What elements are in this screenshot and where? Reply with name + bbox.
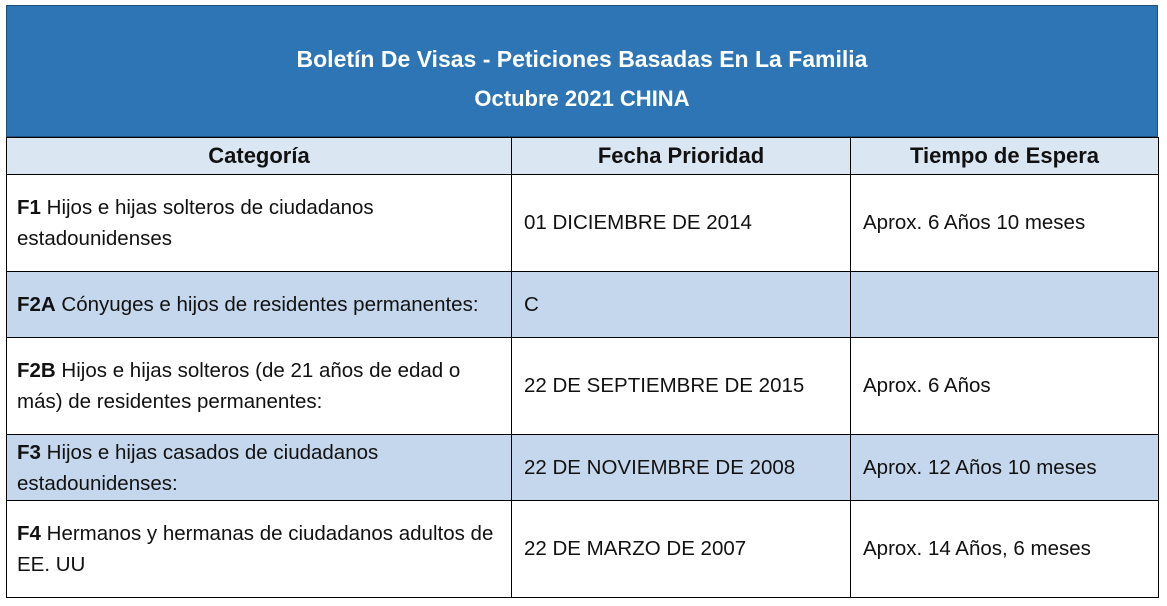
category-cell [7,272,512,338]
category-cell [7,435,512,501]
priority-date-cell: 22 DE MARZO DE 2007 [512,501,851,598]
table-header-row [7,138,1159,175]
priority-date-cell: 22 DE NOVIEMBRE DE 2008 [512,435,851,501]
wait-time-cell: Aprox. 6 Años 10 meses [851,175,1159,272]
category-code: F1 [17,196,41,219]
wait-time-cell [851,272,1159,338]
column-header-priority-date: Fecha Prioridad [512,138,851,175]
category-code: F3 [17,440,41,464]
category-description: Hijos e hijas solteros (de 21 años de edad o más) de residentes permanentes: [17,359,461,413]
category-code: F2B [17,359,56,382]
table-row [7,338,1159,435]
wait-time-cell: Aprox. 6 Años [851,338,1159,435]
category-cell [7,338,512,435]
column-header-category: Categoría [7,138,512,175]
priority-date-cell: 22 DE SEPTIEMBRE DE 2015 [512,338,851,435]
category-code: F4 [17,522,41,545]
category-cell [7,175,512,272]
table-row [7,175,1159,272]
column-header-wait-time: Tiempo de Espera [851,138,1159,175]
category-code: F2A [17,293,56,316]
table-row [7,435,1159,501]
priority-date-cell: 01 DICIEMBRE DE 2014 [512,175,851,272]
bulletin-table [6,137,1159,598]
bulletin-title: Boletín De Visas - Peticiones Basadas En La Familia [296,46,868,72]
category-description: Hijos e hijas casados de ciudadanos estadounidenses: [17,440,379,495]
table-row [7,501,1159,598]
category-cell [7,501,512,598]
wait-time-cell: Aprox. 12 Años 10 meses [851,435,1159,501]
priority-date-cell: C [512,272,851,338]
category-description: Cónyuges e hijos de residentes permanentes: [55,293,479,316]
bulletin-subtitle: Octubre 2021 CHINA [474,86,690,111]
wait-time-cell: Aprox. 14 Años, 6 meses [851,501,1159,598]
bulletin-header [6,5,1158,137]
table-row [7,272,1159,338]
visa-bulletin [6,5,1158,598]
category-description: Hermanos y hermanas de ciudadanos adultos de EE. UU [17,522,494,576]
category-description: Hijos e hijas solteros de ciudadanos estadounidenses [17,196,374,250]
